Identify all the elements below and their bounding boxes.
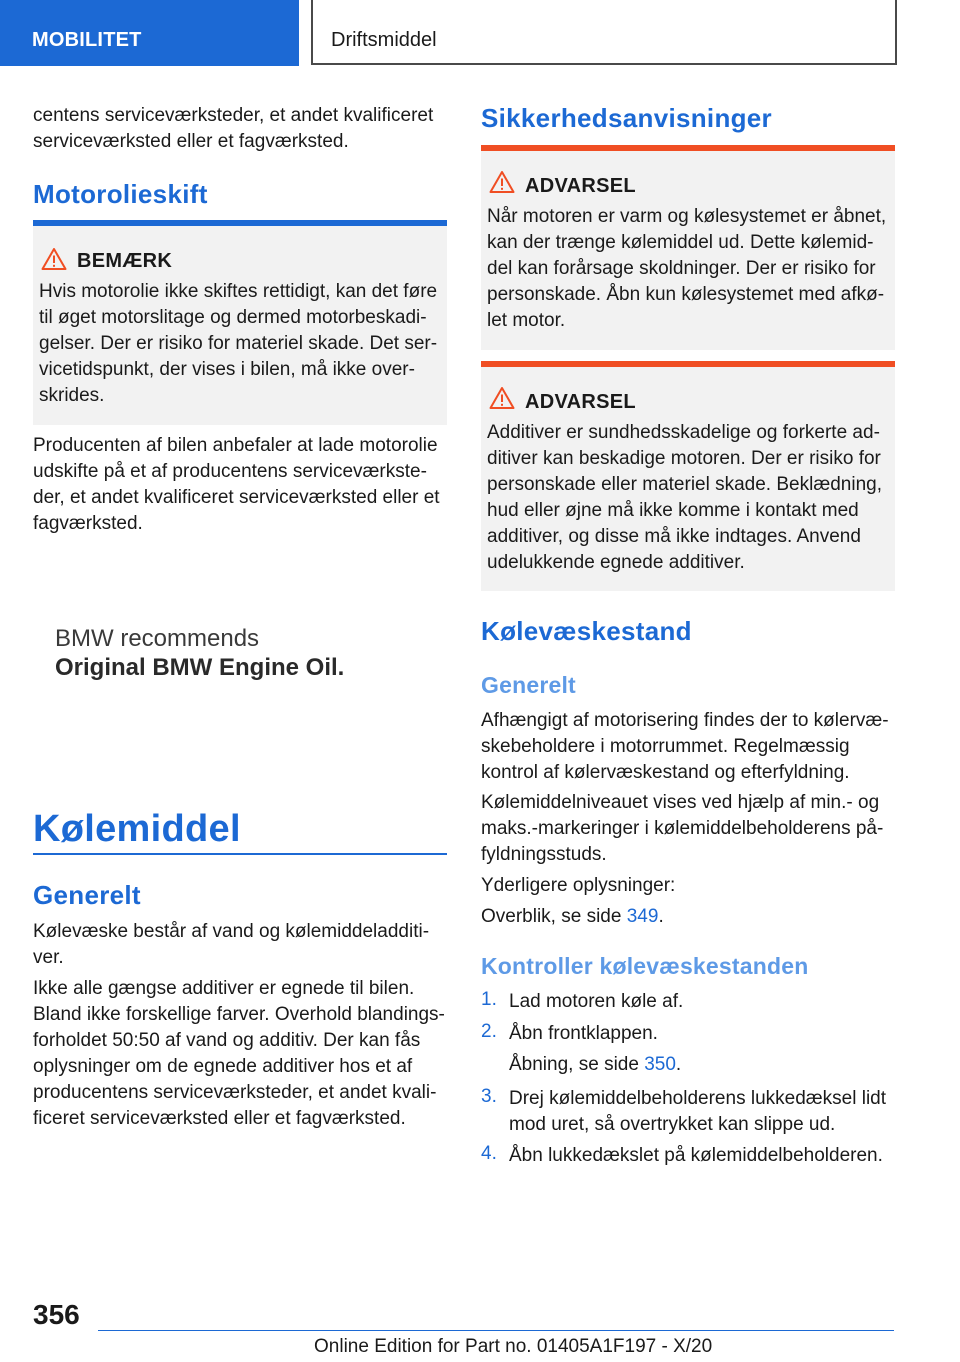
- overview-text: Overblik, se side: [481, 906, 627, 927]
- overview-page-link[interactable]: 349: [626, 906, 659, 927]
- coolant-general-title: Generelt: [33, 880, 141, 910]
- level-p2-line-1: Kølemiddelniveauet vises ved hjælp af min.- og: [481, 792, 880, 813]
- warning-2-line-5: additiver, og disse må ikke indtages. Anvend: [487, 526, 861, 547]
- warning-2-label: ADVARSEL: [525, 391, 636, 413]
- coolant-level-title: Kølevæskestand: [481, 616, 692, 646]
- warning-2-line-1: Additiver er sundhedsskadelige og forkerte ad-: [487, 422, 880, 443]
- note-box: [33, 220, 447, 425]
- oil-change-title: Motorolieskift: [33, 179, 208, 209]
- note-line-4: vicetidspunkt, der vises i bilen, må ikke over-: [39, 359, 415, 380]
- warning-2-line-3: personskade eller materiel skade. Beklædning,: [487, 474, 882, 495]
- warning-1-line-5: let motor.: [487, 310, 566, 331]
- warning-2-line-6: udelukkende egnede additiver.: [487, 552, 745, 573]
- section-tab: [0, 0, 299, 66]
- warning-box-2: [481, 361, 895, 591]
- chapter-tab: [311, 0, 897, 65]
- section-label: MOBILITET: [32, 29, 142, 51]
- warning-triangle-icon: [489, 386, 515, 410]
- step-3-line-1: Drej kølemiddelbeholderens lukkedæksel lidt: [509, 1088, 887, 1109]
- chapter-label: Driftsmiddel: [331, 29, 437, 51]
- step-2-ref: [509, 1052, 681, 1078]
- warning-triangle-icon: [489, 170, 515, 194]
- level-p1-line-2: skebeholdere i motorrummet. Regelmæssig: [481, 736, 850, 757]
- note-bar: [33, 220, 447, 226]
- level-p1-line-1: Afhængigt af motorisering findes der to kølervæ-: [481, 710, 889, 731]
- warning-2-line-2: ditiver kan beskadige motoren. Der er risiko for: [487, 448, 881, 469]
- warning-1-line-4: personskade. Åbn kun kølesystemet med afkø-: [487, 284, 885, 305]
- level-p1-line-3: kontrol af kølervæskestand og efterfyldning.: [481, 762, 850, 783]
- step-2-text: Åbn frontklappen.: [509, 1023, 658, 1044]
- general-p2-line-5: producentens serviceværksteder, et andet kvali-: [33, 1082, 437, 1103]
- safety-title: Sikkerhedsanvisninger: [481, 103, 772, 133]
- intro-line-1: centens serviceværksteder, et andet kvalificeret: [33, 105, 434, 126]
- overview-end: .: [658, 906, 664, 927]
- warning-1-label: ADVARSEL: [525, 175, 636, 197]
- general-p2-line-2: Bland ikke forskellige farver. Overhold blandings-: [33, 1004, 445, 1025]
- step-3-number: 3.: [481, 1086, 497, 1107]
- intro-line-2: serviceværksted eller et fagværksted.: [33, 131, 349, 152]
- edition-text: Online Edition for Part no. 01405A1F197 - X/20: [314, 1336, 713, 1357]
- note-line-3: gelser. Der er risiko for materiel skade. Det ser-: [39, 333, 438, 354]
- warning-2-line-4: hud eller øjne må ikke komme i kontakt med: [487, 500, 859, 521]
- recommend-line-2: udskifte på et af producentens serviceværkste-: [33, 461, 427, 482]
- note-line-5: skrides.: [39, 385, 105, 406]
- warning-box-1: [481, 145, 895, 350]
- step-2-ref-text: Åbning, se side: [509, 1054, 645, 1075]
- footer-rule: [98, 1330, 894, 1331]
- recommend-line-4: fagværksted.: [33, 513, 143, 534]
- general-p2-line-6: ficeret serviceværksted eller et fagværksted.: [33, 1108, 406, 1129]
- level-p2-line-2: maks.-markeringer i kølemiddelbeholderens på-: [481, 818, 884, 839]
- coolant-title: Kølemiddel: [33, 808, 241, 850]
- recommend-line-1: Producenten af bilen anbefaler at lade motorolie: [33, 435, 438, 456]
- step-2-page-link[interactable]: 350: [644, 1054, 676, 1075]
- more-info: Yderligere oplysninger:: [481, 875, 676, 896]
- bmw-oil-ad: [55, 624, 415, 682]
- step-4-text: Åbn lukkedækslet på kølemiddelbeholderen.: [509, 1145, 883, 1166]
- step-4-number: 4.: [481, 1143, 497, 1164]
- step-2-number: 2.: [481, 1021, 497, 1042]
- note-line-1: Hvis motorolie ikke skiftes rettidigt, kan det føre: [39, 281, 438, 302]
- coolant-title-rule: [33, 853, 447, 855]
- general-p1-line-2: ver.: [33, 947, 64, 968]
- warning-bar-1: [481, 145, 895, 151]
- ad-line-1: BMW recommends: [55, 625, 260, 652]
- warning-bar-2: [481, 361, 895, 367]
- general-p2-line-4: oplysninger om de egnede additiver hos et af: [33, 1056, 413, 1077]
- recommend-line-3: der, et andet kvalificeret serviceværksted eller et: [33, 487, 440, 508]
- check-level-title: Kontroller kølevæskestanden: [481, 953, 809, 979]
- warning-1-line-3: del kan forårsage skoldninger. Der er risiko for: [487, 258, 876, 279]
- general-p2-line-1: Ikke alle gængse additiver er egnede til bilen.: [33, 978, 415, 999]
- general-p1-line-1: Kølevæske består af vand og kølemiddeladditi-: [33, 921, 430, 942]
- step-3-line-2: mod uret, så overtrykket kan slippe ud.: [509, 1114, 836, 1135]
- step-2-ref-end: .: [675, 1054, 682, 1075]
- level-p2-line-3: fyldningsstuds.: [481, 844, 607, 865]
- page-number: 356: [33, 1299, 80, 1330]
- general-p2-line-3: forholdet 50:50 af vand og additiv. Der kan fås: [33, 1030, 421, 1051]
- note-label: BEMÆRK: [77, 250, 173, 272]
- level-general-title: Generelt: [481, 672, 576, 698]
- warning-1-line-1: Når motoren er varm og kølesystemet er åbnet,: [487, 206, 887, 227]
- warning-1-line-2: kan der trænge kølemiddel ud. Dette kølemid-: [487, 232, 874, 253]
- note-line-2: til øget motorslitage og dermed motorbeskadi-: [39, 307, 427, 328]
- step-1-text: Lad motoren køle af.: [509, 991, 684, 1012]
- warning-triangle-icon: [41, 247, 67, 271]
- overview-ref: [481, 904, 664, 930]
- ad-line-2: Original BMW Engine Oil.: [55, 654, 345, 681]
- step-1-number: 1.: [481, 989, 497, 1010]
